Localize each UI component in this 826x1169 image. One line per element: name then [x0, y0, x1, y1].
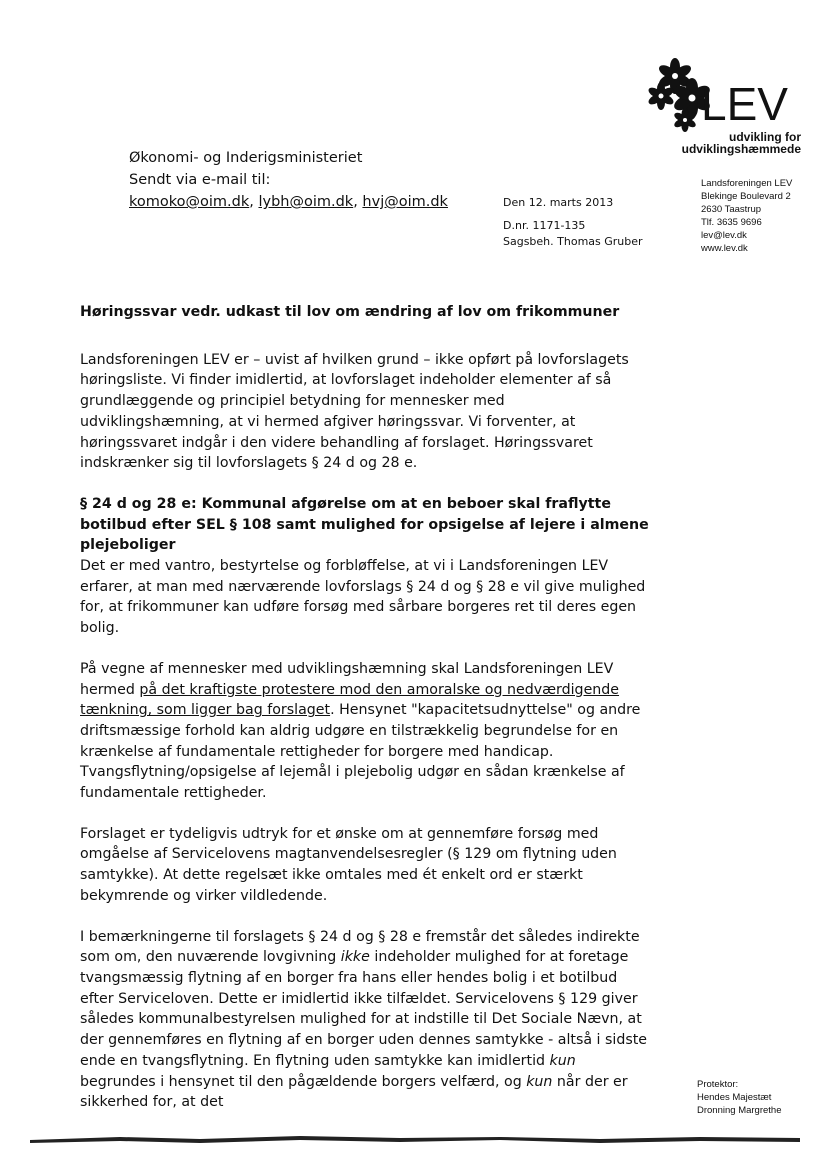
email-link[interactable]: hvj@oim.dk [362, 194, 448, 210]
email-separator: , [353, 194, 363, 210]
email-list [129, 191, 448, 213]
email-link[interactable]: lybh@oim.dk [258, 194, 354, 210]
paragraph-2: Det er med vantro, bestyrtelse og forbløffelse, at vi i Landsforeningen LEV erfarer, at man med nærværende lovforslags § 24 d og § 28 e vil give mulighed for, at frikommuner kan udføre forsøg med sårbare borgeres ret til deres egen bolig. [80, 558, 646, 637]
letter-meta [503, 195, 643, 250]
paragraph-3-text: På vegne af mennesker med udviklingshæmning skal Landsforeningen LEV hermed [80, 660, 614, 698]
protector-block [697, 1078, 782, 1117]
email-separator: , [249, 194, 259, 210]
protector-line: Hendes Majestæt [697, 1092, 772, 1103]
paragraph-5-text: når der er sikkerhed for, at det [80, 1073, 628, 1111]
case-number: D.nr. 1171-135 [503, 219, 586, 232]
recipient-block [129, 147, 448, 213]
address-line: Blekinge Boulevard 2 [701, 191, 791, 202]
paragraph-3-underlined: på det kraftigste protestere mod den amoralske og nedværdigende tænkning, som ligger bag forslaget [80, 681, 620, 719]
letter-body [80, 302, 652, 1133]
logo-letters: LEV [701, 78, 788, 130]
footer-rule [0, 1128, 826, 1148]
protector-line: Protektor: [697, 1079, 739, 1090]
paragraph-3-text: . Hensynet "kapacitetsudnyttelse" og andre driftsmæssige forhold kan aldrig udgøre en tilstrækkelig begrundelse for en krænkelse af fundamentale rettigheder for borgere med handicap. Tvangsflytning/opsigelse af lejemål i plejebolig udgør en sådan krænkelse af fundamentale rettigheder. [80, 702, 641, 802]
logo-tagline-line1: udvikling for [729, 130, 801, 144]
paragraph-5 [80, 927, 652, 1113]
paragraph-5-emphasis: ikke [340, 949, 370, 966]
caseworker: Sagsbeh. Thomas Gruber [503, 235, 643, 248]
paragraph-3 [80, 659, 652, 804]
logo-tagline-line2: udviklingshæmmede [681, 142, 801, 156]
paragraph-4: Forslaget er tydeligvis udtryk for et ønske om at gennemføre forsøg med omgåelse af Servicelovens magtanvendelsesregler (§ 129 om flytning uden samtykke). At dette regelsæt ikke omtales med ét enkelt ord er stærkt bekymrende og virker vildledende. [80, 825, 617, 904]
address-line: Landsforeningen LEV [701, 178, 793, 189]
letter-date: Den 12. marts 2013 [503, 196, 614, 209]
paragraph-5-text: I bemærkningerne til forslagets § 24 d og § 28 e fremstår det således indirekte som om, den nuværende lovgivning [80, 928, 640, 966]
flower-icon [645, 56, 805, 136]
sent-via-label: Sendt via e-mail til: [129, 172, 271, 188]
protector-line: Dronning Margrethe [697, 1105, 782, 1116]
address-line: Tlf. 3635 9696 [701, 217, 762, 228]
sender-address [701, 177, 792, 255]
recipient-name: Økonomi- og Inderigsministeriet [129, 150, 363, 166]
paragraph-5-text: begrundes i hensynet til den pågældende borgers velfærd, og [80, 1073, 527, 1090]
email-link[interactable]: komoko@oim.dk [129, 194, 250, 210]
lev-logo [645, 56, 805, 156]
logo-tagline [648, 131, 801, 155]
address-line: lev@lev.dk [701, 230, 747, 241]
paragraph-5-text: indeholder mulighed for at foretage tvangsmæssig flytning af en borger fra hans eller hendes bolig i et botilbud efter Serviceloven. Dette er imidlertid ikke tilfældet. Servicelovens § 129 giver således kommunalbestyrelsen mulighed for at indstille til Det Sociale Nævn, at der gennemføres en flytning af en borger uden dennes samtykke - altså i sidste ende en tvangsflytning. En flytning uden samtykke kan imidlertid [80, 949, 648, 1069]
address-line: 2630 Taastrup [701, 204, 762, 215]
section-heading: § 24 d og 28 e: Kommunal afgørelse om at en beboer skal fraflytte botilbud efter SEL § 108 samt mulighed for opsigelse af lejere i almene plejeboliger [80, 495, 649, 554]
address-line: www.lev.dk [701, 243, 748, 254]
paragraph-5-emphasis: kun [526, 1073, 553, 1090]
letter-title: Høringssvar vedr. udkast til lov om ændring af lov om frikommuner [80, 304, 620, 320]
paragraph-5-emphasis: kun [549, 1052, 576, 1069]
paragraph-1: Landsforeningen LEV er – uvist af hvilken grund – ikke opført på lovforslagets høringsliste. Vi finder imidlertid, at lovforslaget indeholder elementer af så grundlæggende og principiel betydning for mennesker med udviklingshæmning, at vi hermed afgiver høringssvar. Vi forventer, at høringssvaret indgår i den videre behandling af forslaget. Høringssvaret indskrænker sig til lovforslagets § 24 d og 28 e. [80, 351, 629, 472]
